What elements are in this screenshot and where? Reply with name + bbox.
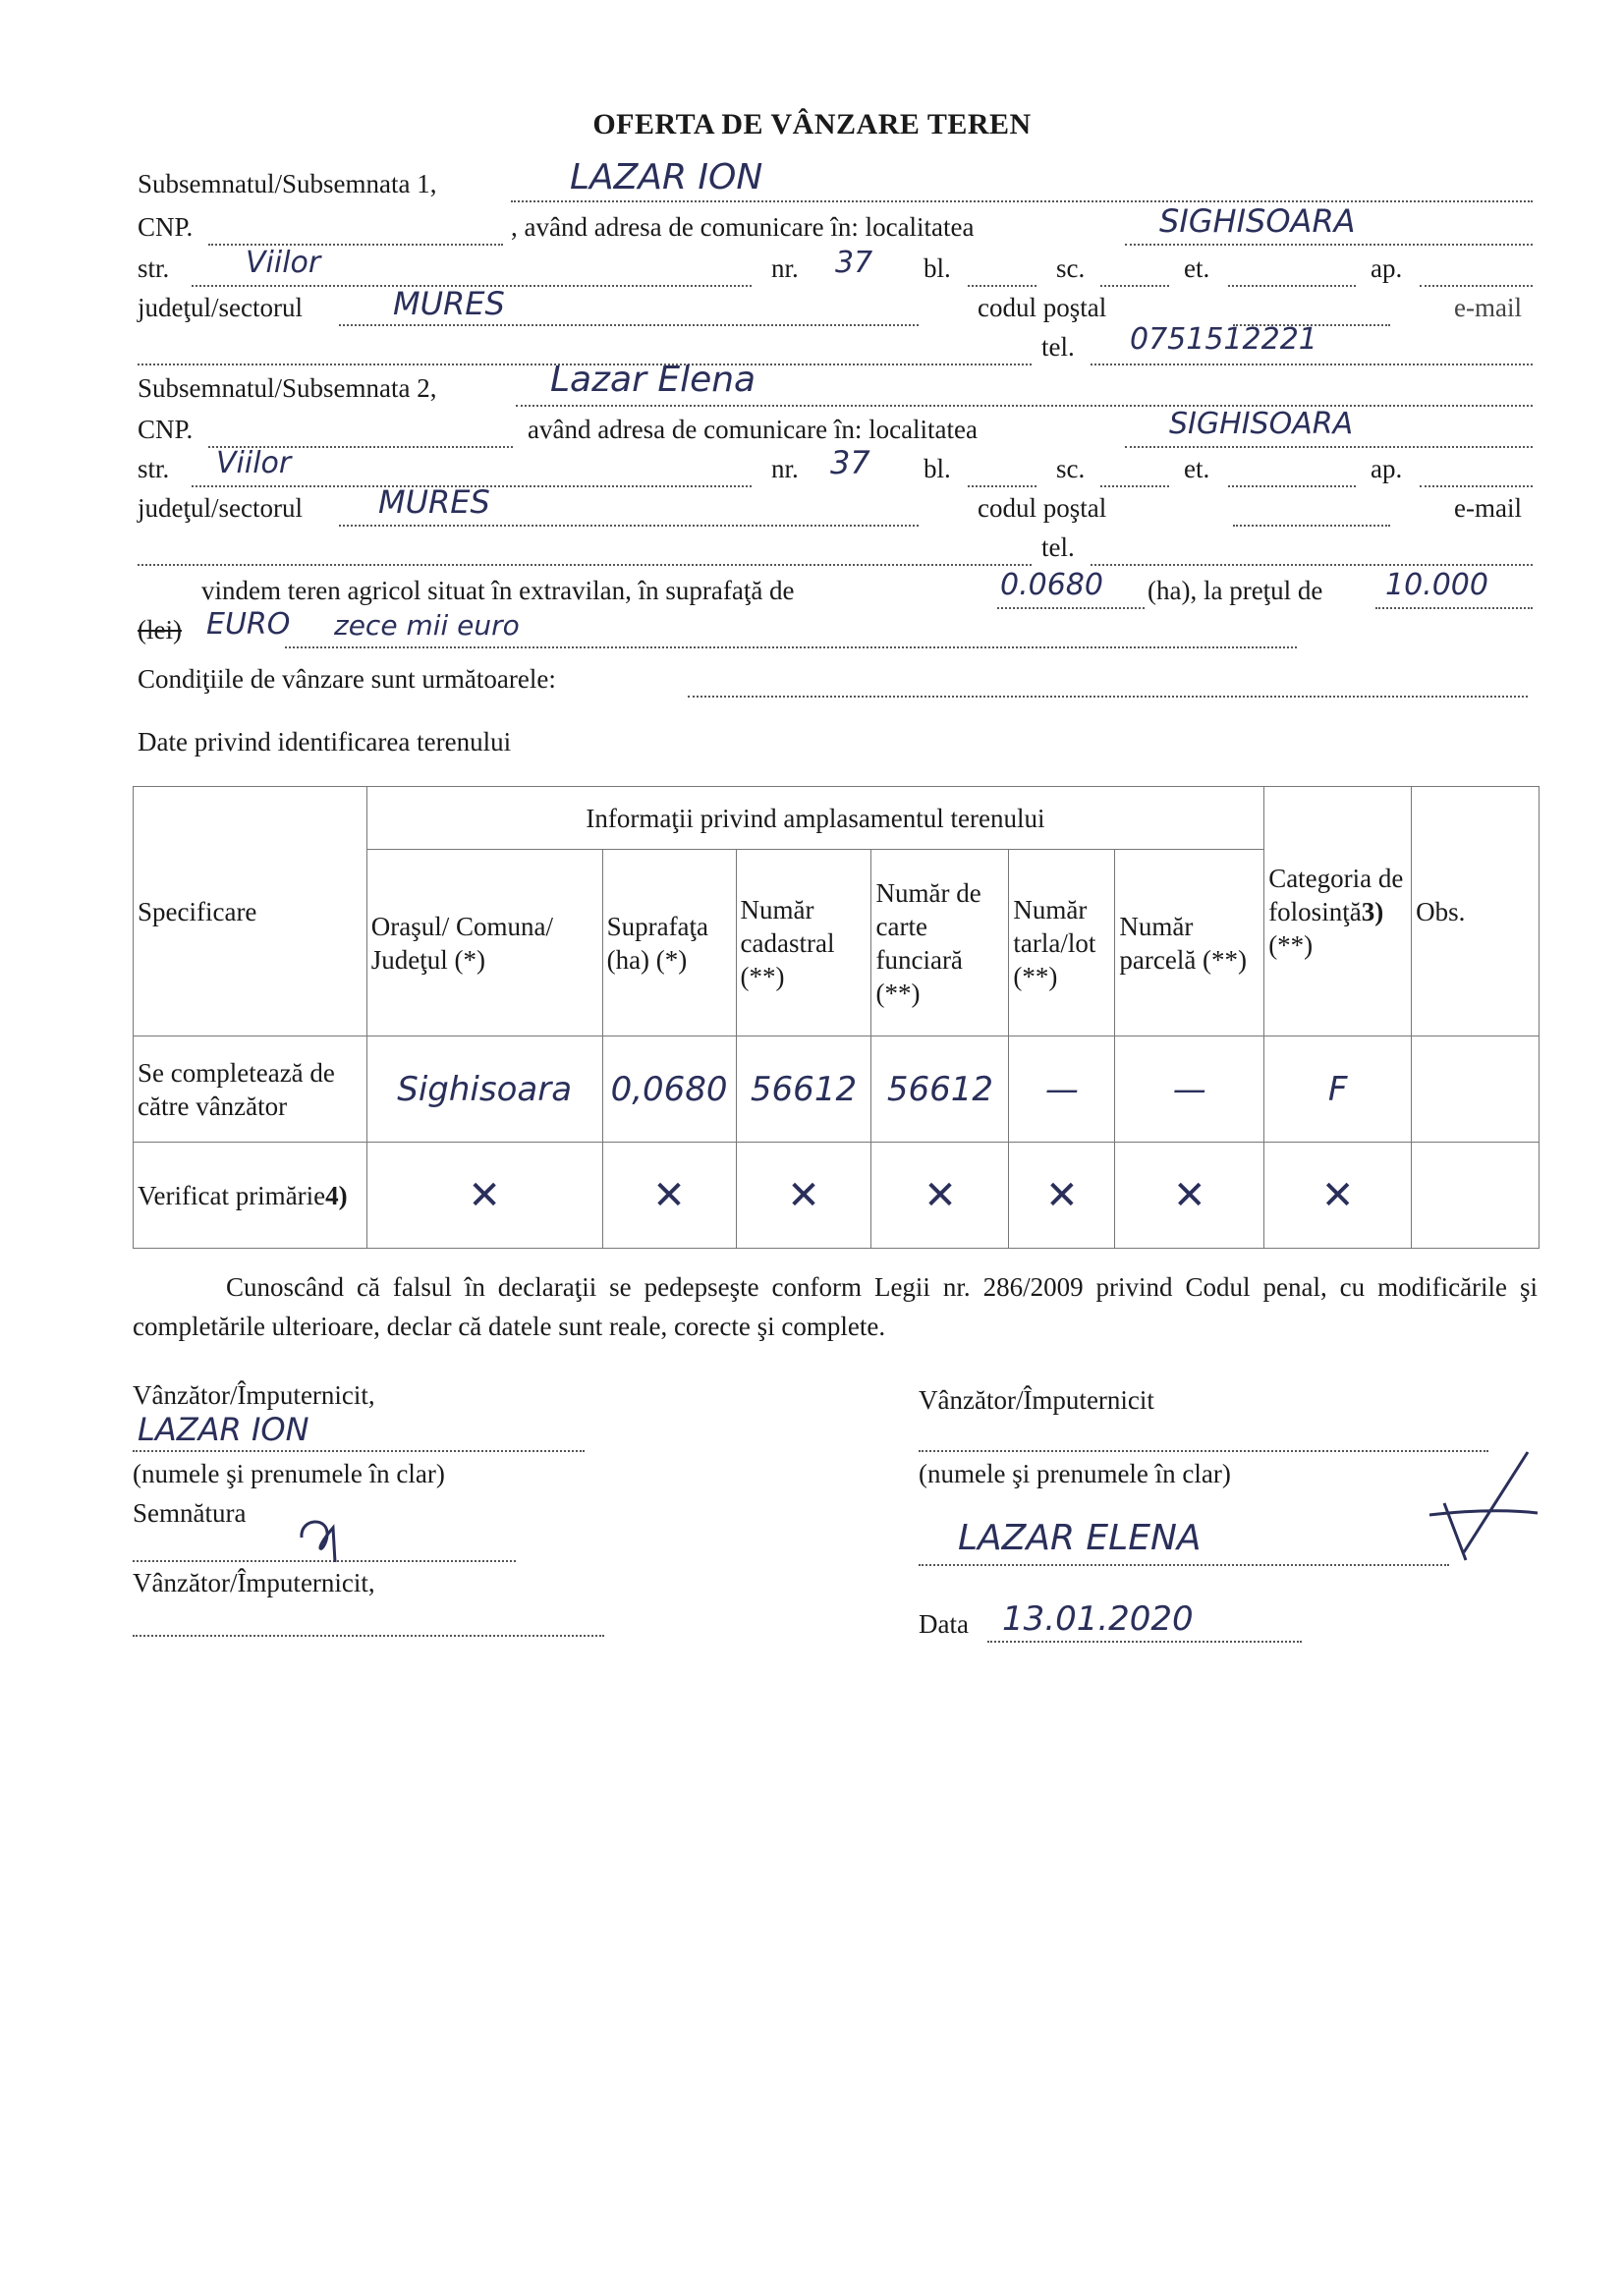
cell-category: F [1264,1036,1412,1143]
seller2-nr-label: nr. [771,454,799,483]
cross-mark: ✕ [736,1143,871,1249]
seller2-et-label: et. [1184,454,1210,483]
land-table [133,786,1540,1249]
cell-tarla: — [1009,1036,1115,1143]
seller1-address-label: , având adresa de comunicare în: localitatea [511,212,975,242]
offer-currency: EURO [206,607,291,642]
header-spec: Specificare [134,787,367,1036]
seller1-bl-line [968,285,1036,287]
offer-currency-struck: (lei) [138,615,182,644]
header-obs: Obs. [1412,787,1540,1036]
seller1-locality: SIGHISOARA [1159,202,1356,240]
cross-mark: ✕ [1264,1143,1412,1249]
header-land-book: Număr de carte funciară (**) [871,850,1009,1036]
conditions-line [688,696,1528,698]
header-area: Suprafaţa (ha) (*) [602,850,736,1036]
seller1-sc-label: sc. [1056,253,1086,283]
seller1-cnp-label: CNP. [138,212,194,242]
header-tarla: Număr tarla/lot (**) [1009,850,1115,1036]
right-seller-name: LAZAR ELENA [958,1518,1202,1558]
offer-price-words-line [285,646,1297,648]
left-seller-title-2: Vânzător/Împuternicit, [133,1568,375,1597]
seller1-name: LAZAR ION [570,157,763,197]
date-line [987,1641,1302,1643]
seller2-ap-label: ap. [1371,454,1403,483]
conditions-label: Condiţiile de vânzare sunt următoarele: [138,664,556,694]
left-seller-name: LAZAR ION [138,1411,309,1448]
declaration-text: Cunoscând că falsul în declaraţii se pedepseşte conform Legii nr. 286/2009 privind Codul penal, cu modificările şi completările ulterioare, declar că datele sunt reale, corecte şi complete. [133,1272,1538,1341]
cell-cadastral: 56612 [736,1036,871,1143]
signature-label: Semnătura [133,1498,247,1528]
seller2-et-line [1228,485,1356,487]
seller1-tel-line [1091,364,1533,365]
header-city: Oraşul/ Comuna/ Judeţul (*) [366,850,602,1036]
cross-mark: ✕ [1009,1143,1115,1249]
left-seller-title: Vânzător/Împuternicit, [133,1380,375,1410]
seller2-locality-line [1125,446,1533,448]
row-verified-text: Verificat primărie [138,1180,326,1210]
offer-price-words: zece mii euro [334,609,520,642]
seller2-sc-line [1100,485,1169,487]
seller2-tel-line [1091,564,1533,566]
cross-mark: ✕ [602,1143,736,1249]
seller2-postal-label: codul poştal [978,493,1107,523]
seller2-cnp-label: CNP. [138,415,194,444]
seller2-label: Subsemnatul/Subsemnata 2, [138,373,437,403]
seller1-sc-line [1100,285,1169,287]
seller2-county-line [339,525,919,527]
seller1-street-label: str. [138,253,170,283]
offer-text2: (ha), la preţul de [1148,576,1323,605]
seller1-street: Viilor [246,246,321,280]
header-category-note: (**) [1268,929,1314,960]
seller1-bl-label: bl. [924,253,951,283]
seller1-tel-label: tel. [1041,332,1075,362]
seller1-tel: 0751512221 [1130,322,1317,357]
seller2-sc-label: sc. [1056,454,1086,483]
cell-parcel: — [1115,1036,1264,1143]
seller1-ap-line [1420,285,1533,287]
seller2-address-label: având adresa de comunicare în: localitatea [528,415,979,444]
right-sign-line [919,1564,1449,1566]
offer-text1: vindem teren agricol situat în extravilan, în suprafaţă de [201,576,795,605]
document-title: OFERTA DE VÂNZARE TEREN [592,108,1032,140]
table-row-verified [134,1143,1540,1249]
cross-mark: ✕ [366,1143,602,1249]
left-name-line [133,1450,585,1452]
header-category-footnote: 3) [1361,896,1384,926]
header-group: Informaţii privind amplasamentul terenului [366,787,1263,850]
header-parcel: Număr parcelă (**) [1115,850,1264,1036]
offer-price: 10.000 [1385,568,1488,602]
seller2-bl-label: bl. [924,454,951,483]
date-value: 13.01.2020 [1002,1599,1194,1639]
table-row-seller [134,1036,1540,1143]
seller1-label: Subsemnatul/Subsemnata 1, [138,169,437,198]
cell-city: Sighisoara [366,1036,602,1143]
seller2-email-line [138,564,1032,566]
left-name-hint: (numele şi prenumele în clar) [133,1459,445,1488]
seller1-locality-line [1125,244,1533,246]
row-seller-label: Se completează de către vânzător [134,1036,367,1143]
seller2-ap-line [1420,485,1533,487]
seller1-et-line [1228,285,1356,287]
cross-mark: ✕ [1115,1143,1264,1249]
identification-label: Date privind identificarea terenului [138,727,512,756]
cell-area: 0,0680 [602,1036,736,1143]
header-category-text: Categoria de folosinţă [1268,863,1404,926]
seller2-street-label: str. [138,454,170,483]
left-signature [290,1508,368,1567]
offer-price-line [1375,607,1533,609]
seller2-name: Lazar Elena [550,360,756,400]
seller1-et-label: et. [1184,253,1210,283]
seller2-tel-label: tel. [1041,532,1075,562]
seller2-county-label: judeţul/sectorul [138,493,303,523]
seller1-nr: 37 [835,246,873,280]
seller1-email-label: e-mail [1454,293,1522,322]
seller1-postal-label: codul poştal [978,293,1107,322]
seller1-county: MURES [393,285,505,322]
right-seller-title: Vânzător/Împuternicit [919,1385,1154,1415]
seller1-county-label: judeţul/sectorul [138,293,303,322]
right-signature [1395,1444,1542,1572]
date-label: Data [919,1609,969,1639]
seller1-ap-label: ap. [1371,253,1403,283]
offer-area: 0.0680 [1000,568,1103,602]
seller2-bl-line [968,485,1036,487]
seller1-name-line [511,200,1533,202]
cross-mark: ✕ [871,1143,1009,1249]
seller1-nr-label: nr. [771,253,799,283]
seller2-email-label: e-mail [1454,493,1522,523]
header-category [1264,787,1412,1036]
seller2-county: MURES [378,483,490,521]
cell-obs-verified [1412,1143,1540,1249]
seller1-county-line [339,324,919,326]
row-verified-footnote: 4) [325,1180,348,1210]
seller2-postal-line [1233,525,1390,527]
cell-obs [1412,1036,1540,1143]
offer-area-line [997,607,1145,609]
right-name-hint: (numele şi prenumele în clar) [919,1459,1231,1488]
row-verified-label [134,1143,367,1249]
left-second-line [133,1635,604,1637]
header-cadastral: Număr cadastral (**) [736,850,871,1036]
seller2-nr: 37 [830,444,870,481]
cell-land-book: 56612 [871,1036,1009,1143]
seller2-street: Viilor [216,446,292,480]
seller2-locality: SIGHISOARA [1169,407,1354,441]
seller2-name-line [516,405,1533,407]
